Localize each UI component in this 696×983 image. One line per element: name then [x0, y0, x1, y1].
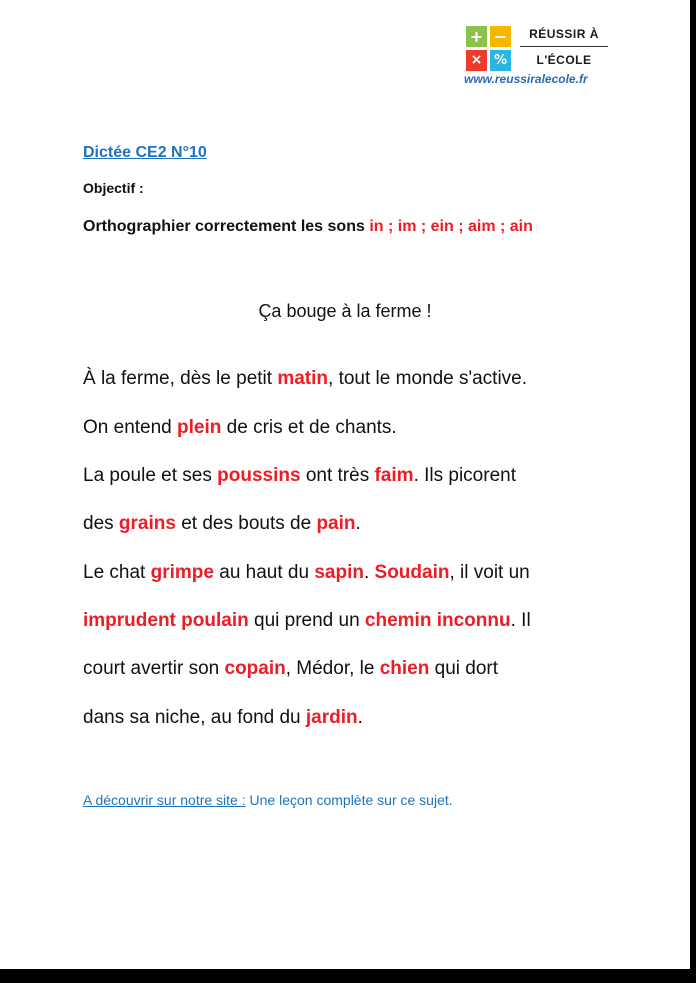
story-line: [83, 368, 527, 390]
story-line: [83, 610, 531, 632]
story-line: [83, 417, 397, 439]
line-text: La poule et ses: [83, 465, 218, 486]
footer-text: Une leçon complète sur ce sujet.: [245, 792, 453, 808]
line-text: , Médor, le: [285, 658, 380, 679]
story-line: [83, 707, 363, 729]
page-title[interactable]: Dictée CE2 N°10: [83, 144, 207, 161]
minus-icon: −: [490, 26, 511, 47]
keyword-word: grains: [118, 513, 176, 534]
logo-title-line2: L'ÉCOLE: [536, 53, 592, 67]
line-text: .: [355, 513, 361, 534]
line-text: qui dort: [429, 658, 499, 679]
line-text: des: [83, 513, 119, 534]
story-line: [83, 465, 516, 487]
keyword-word: poussins: [217, 465, 301, 486]
keyword-word: faim: [374, 465, 414, 486]
story-title: Ça bouge à la ferme !: [258, 301, 432, 321]
line-text: , tout le monde s'active.: [328, 368, 528, 389]
line-text: de cris et de chants.: [221, 417, 397, 438]
story-line: [83, 562, 530, 584]
line-text: .: [363, 562, 375, 583]
logo-title-line1: RÉUSSIR À: [529, 27, 599, 41]
line-text: À la ferme, dès le petit: [83, 368, 278, 389]
objective-sounds: in ; im ; ein ; aim ; ain: [369, 218, 533, 235]
keyword-word: jardin: [305, 707, 358, 728]
keyword-word: matin: [277, 368, 329, 389]
site-logo[interactable]: [466, 26, 616, 88]
keyword-word: copain: [224, 658, 286, 679]
keyword-word: pain: [316, 513, 356, 534]
line-text: , il voit un: [449, 562, 530, 583]
story-line: [83, 513, 361, 535]
keyword-word: imprudent poulain: [83, 610, 249, 631]
line-text: On entend: [83, 417, 178, 438]
line-text: ont très: [300, 465, 375, 486]
story-line: [83, 658, 498, 680]
keyword-word: grimpe: [150, 562, 214, 583]
line-text: . Il: [510, 610, 531, 631]
line-text: court avertir son: [83, 658, 225, 679]
keyword-word: plein: [177, 417, 222, 438]
line-text: qui prend un: [248, 610, 365, 631]
line-text: Le chat: [83, 562, 151, 583]
footer-note: [83, 792, 453, 808]
logo-divider: [520, 46, 608, 47]
line-text: dans sa niche, au fond du: [83, 707, 306, 728]
plus-icon: +: [466, 26, 487, 47]
line-text: et des bouts de: [175, 513, 317, 534]
logo-url[interactable]: www.reussiralecole.fr: [464, 72, 588, 86]
keyword-word: sapin: [314, 562, 364, 583]
line-text: .: [357, 707, 363, 728]
objective-label: Objectif :: [83, 180, 144, 196]
site-link[interactable]: A découvrir sur notre site :: [83, 792, 246, 808]
keyword-word: chemin inconnu: [364, 610, 511, 631]
objective-description: Orthographier correctement les sons: [83, 218, 370, 235]
keyword-word: chien: [379, 658, 430, 679]
line-text: au haut du: [213, 562, 315, 583]
objective-text: [83, 216, 623, 238]
logo-symbols: [466, 26, 511, 71]
line-text: . Ils picorent: [413, 465, 516, 486]
keyword-word: Soudain: [374, 562, 450, 583]
times-icon: ×: [466, 50, 487, 71]
percent-icon: %: [490, 50, 511, 71]
